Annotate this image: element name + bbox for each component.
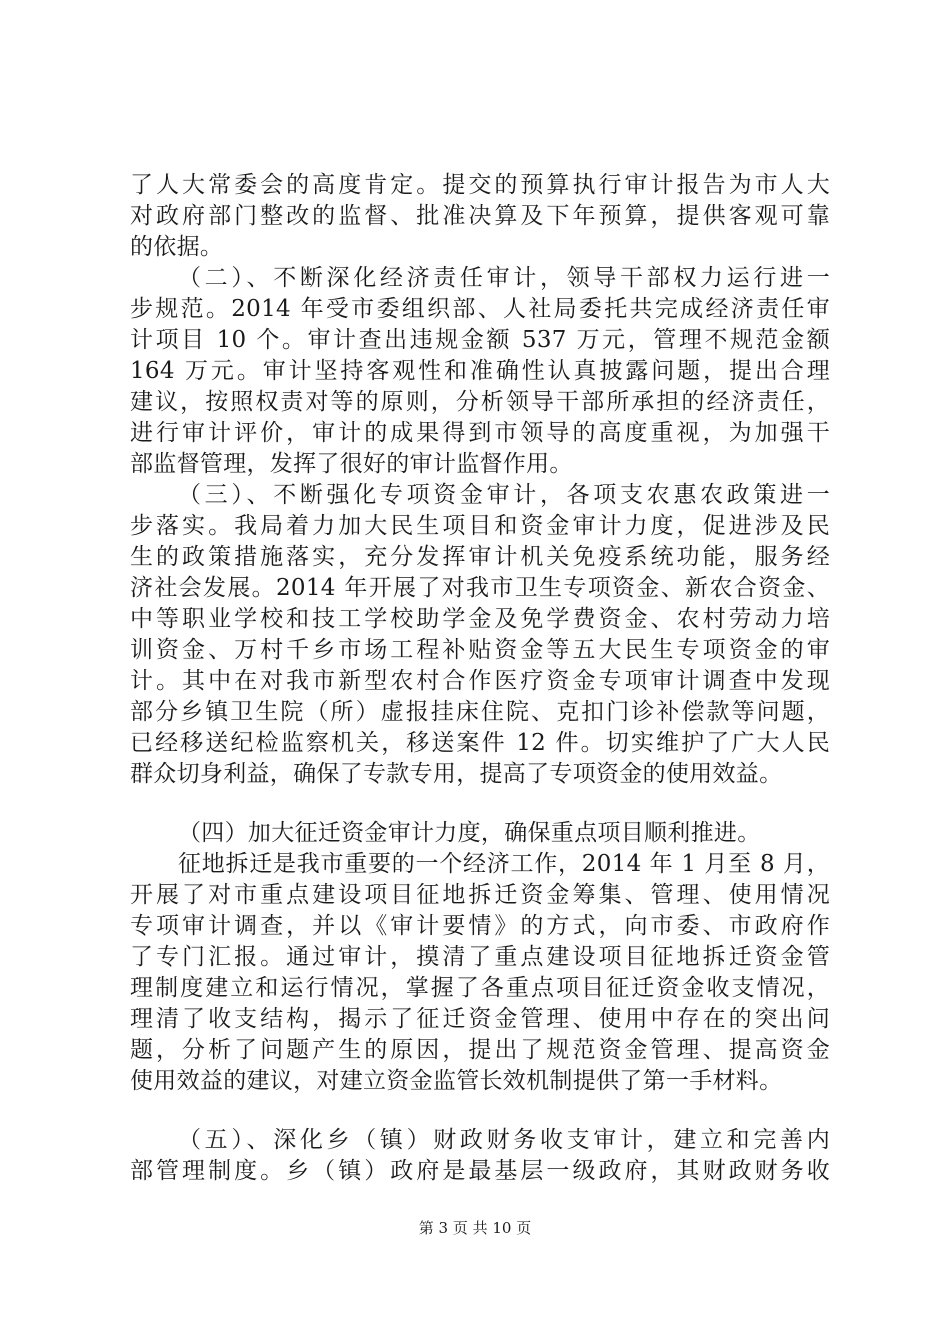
text-line: 了专门汇报。通过审计，摸清了重点建设项目征地拆迁资金管 <box>130 944 830 970</box>
text-line: 题，分析了问题产生的原因，提出了规范资金管理、提高资金 <box>130 1037 830 1063</box>
text-line: 对政府部门整改的监督、批准决算及下年预算，提供客观可靠 <box>130 203 830 229</box>
text-line: 已经移送纪检监察机关，移送案件 12 件。切实维护了广大人民 <box>130 730 830 756</box>
text-line: 使用效益的建议，对建立资金监管长效机制提供了第一手材料。 <box>130 1068 783 1094</box>
text-line: 专项审计调查，并以《审计要情》的方式，向市委、市政府作 <box>130 913 830 939</box>
paragraph-gap <box>130 790 830 818</box>
section-heading-line: （五）、深化乡（镇）财政财务收支审计，建立和完善内 <box>178 1127 830 1153</box>
text-line: 建议，按照权责对等的原则，分析领导干部所承担的经济责任， <box>130 389 830 415</box>
text-line: 征地拆迁是我市重要的一个经济工作，2014 年 1 月至 8 月， <box>178 851 830 877</box>
text-line: 步落实。我局着力加大民生项目和资金审计力度，促进涉及民 <box>130 513 830 539</box>
text-line: 计。其中在对我市新型农村合作医疗资金专项审计调查中发现 <box>130 668 830 694</box>
text-line: 进行审计评价，审计的成果得到市领导的高度重视，为加强干 <box>130 420 830 446</box>
text-line: 生的政策措施落实，充分发挥审计机关免疫系统功能，服务经 <box>130 544 830 570</box>
text-line: 开展了对市重点建设项目征地拆迁资金筹集、管理、使用情况 <box>130 882 830 908</box>
text-line: 理清了收支结构，揭示了征迁资金管理、使用中存在的突出问 <box>130 1006 830 1032</box>
text-line: 164 万元。审计坚持客观性和准确性认真披露问题，提出合理 <box>130 358 830 384</box>
text-line: 群众切身利益，确保了专款专用，提高了专项资金的使用效益。 <box>130 761 783 787</box>
section-heading-line: （三）、不断强化专项资金审计，各项支农惠农政策进一 <box>178 482 830 508</box>
text-line: 部管理制度。乡（镇）政府是最基层一级政府，其财政财务收 <box>130 1158 830 1184</box>
page-number-footer: 第 3 页 共 10 页 <box>418 1219 532 1237</box>
text-line: 训资金、万村千乡市场工程补贴资金等五大民生专项资金的审 <box>130 637 830 663</box>
text-line: 中等职业学校和技工学校助学金及免学费资金、农村劳动力培 <box>130 606 830 632</box>
text-line: 的依据。 <box>130 234 224 260</box>
text-line: 部监督管理，发挥了很好的审计监督作用。 <box>130 451 573 477</box>
text-line: 计项目 10 个。审计查出违规金额 537 万元，管理不规范金额 <box>130 327 830 353</box>
document-body <box>130 170 830 1187</box>
text-line: 济社会发展。2014 年开展了对我市卫生专项资金、新农合资金、 <box>130 575 830 601</box>
text-line: 理制度建立和运行情况，掌握了各重点项目征迁资金收支情况， <box>130 975 830 1001</box>
section-heading-line: （二）、不断深化经济责任审计，领导干部权力运行进一 <box>178 265 830 291</box>
paragraph-gap <box>130 1097 830 1125</box>
text-line: 步规范。2014 年受市委组织部、人社局委托共完成经济责任审 <box>130 296 830 322</box>
section-heading-line: （四）加大征迁资金审计力度，确保重点项目顺利推进。 <box>178 820 761 846</box>
text-line: 了人大常委会的高度肯定。提交的预算执行审计报告为市人大 <box>130 172 830 198</box>
text-line: 部分乡镇卫生院（所）虚报挂床住院、克扣门诊补偿款等问题， <box>130 699 830 725</box>
